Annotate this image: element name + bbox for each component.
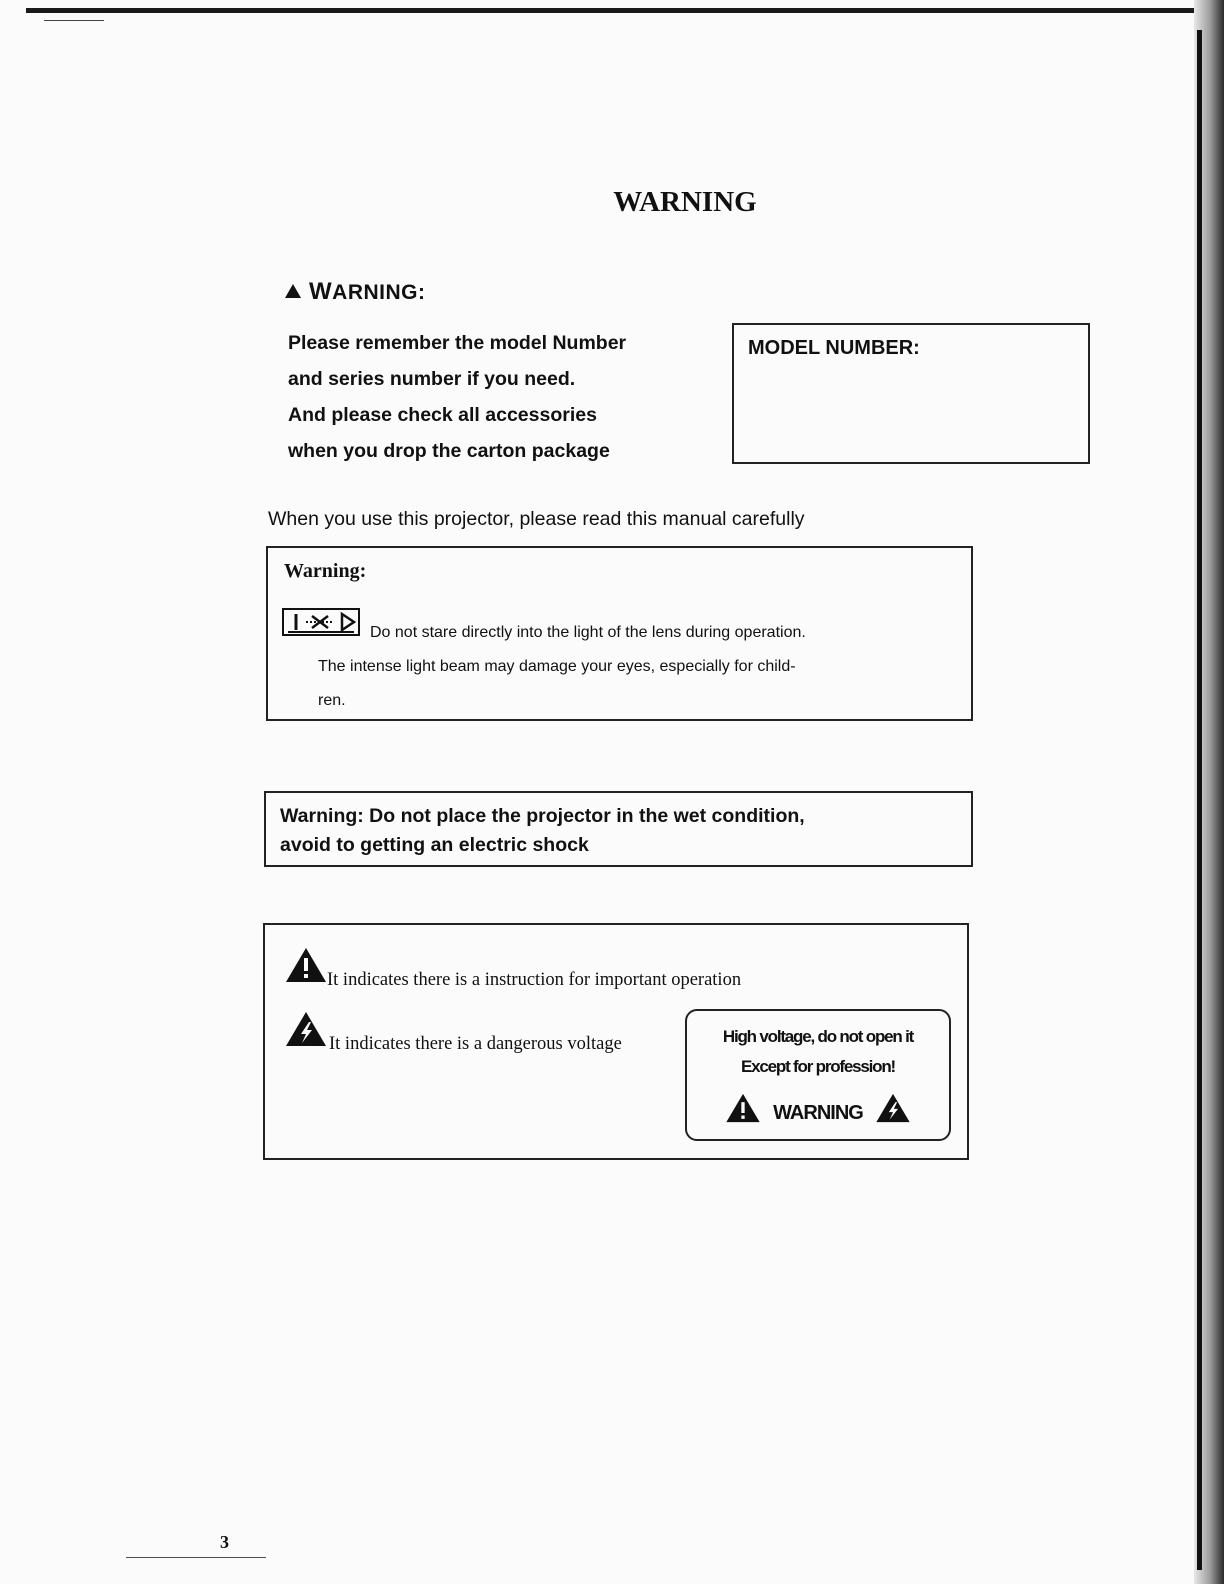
section-heading-rest: ARNING: [332, 281, 426, 304]
label-line: High voltage, do not open it [722, 1027, 914, 1046]
high-voltage-icon [875, 1093, 911, 1123]
eye-warning-line: Do not stare directly into the light of the lens during operation. [370, 624, 806, 641]
high-voltage-icon [285, 1011, 327, 1047]
footer-rule [126, 1557, 266, 1558]
wet-condition-warning-box [264, 791, 973, 867]
page-title: WARNING [613, 186, 757, 218]
page-top-short-rule [44, 20, 104, 21]
model-number-label: MODEL NUMBER: [748, 337, 920, 359]
page-number: 3 [220, 1532, 229, 1552]
eye-warning-line: The intense light beam may damage your eyes, especially for child- [318, 658, 796, 675]
exclamation-triangle-icon [285, 947, 327, 983]
binding-line [1197, 30, 1202, 1570]
wet-warning-line: Warning: Do not place the projector in the wet condition, [280, 805, 805, 827]
eye-lens-icon [282, 608, 360, 636]
intro-line: when you drop the carton package [288, 440, 610, 462]
intro-text [288, 330, 626, 474]
voltage-description: It indicates there is a dangerous voltage [329, 1034, 622, 1054]
intro-line: And please check all accessories [288, 404, 597, 426]
intro-line: and series number if you need. [288, 368, 576, 390]
exclamation-description: It indicates there is a instruction for important operation [327, 970, 742, 990]
usage-note: When you use this projector, please read this manual carefully [268, 508, 805, 530]
label-warning-word: WARNING [773, 1102, 863, 1124]
eye-warning-line: ren. [318, 692, 346, 709]
section-heading [285, 278, 425, 306]
label-warning-row [687, 1093, 949, 1125]
page-top-rule [26, 8, 1196, 13]
high-voltage-label [685, 1009, 951, 1141]
exclamation-triangle-icon [725, 1093, 761, 1123]
label-line: Except for profession! [740, 1057, 896, 1076]
warning-triangle-icon [285, 284, 301, 298]
intro-line: Please remember the model Number [288, 332, 627, 354]
symbol-legend-box [263, 923, 969, 1160]
eye-warning-box [266, 546, 973, 721]
model-number-box [732, 323, 1090, 464]
wet-warning-line: avoid to getting an electric shock [280, 834, 589, 856]
section-heading-first: W [309, 278, 333, 305]
eye-warning-title: Warning: [284, 560, 367, 582]
